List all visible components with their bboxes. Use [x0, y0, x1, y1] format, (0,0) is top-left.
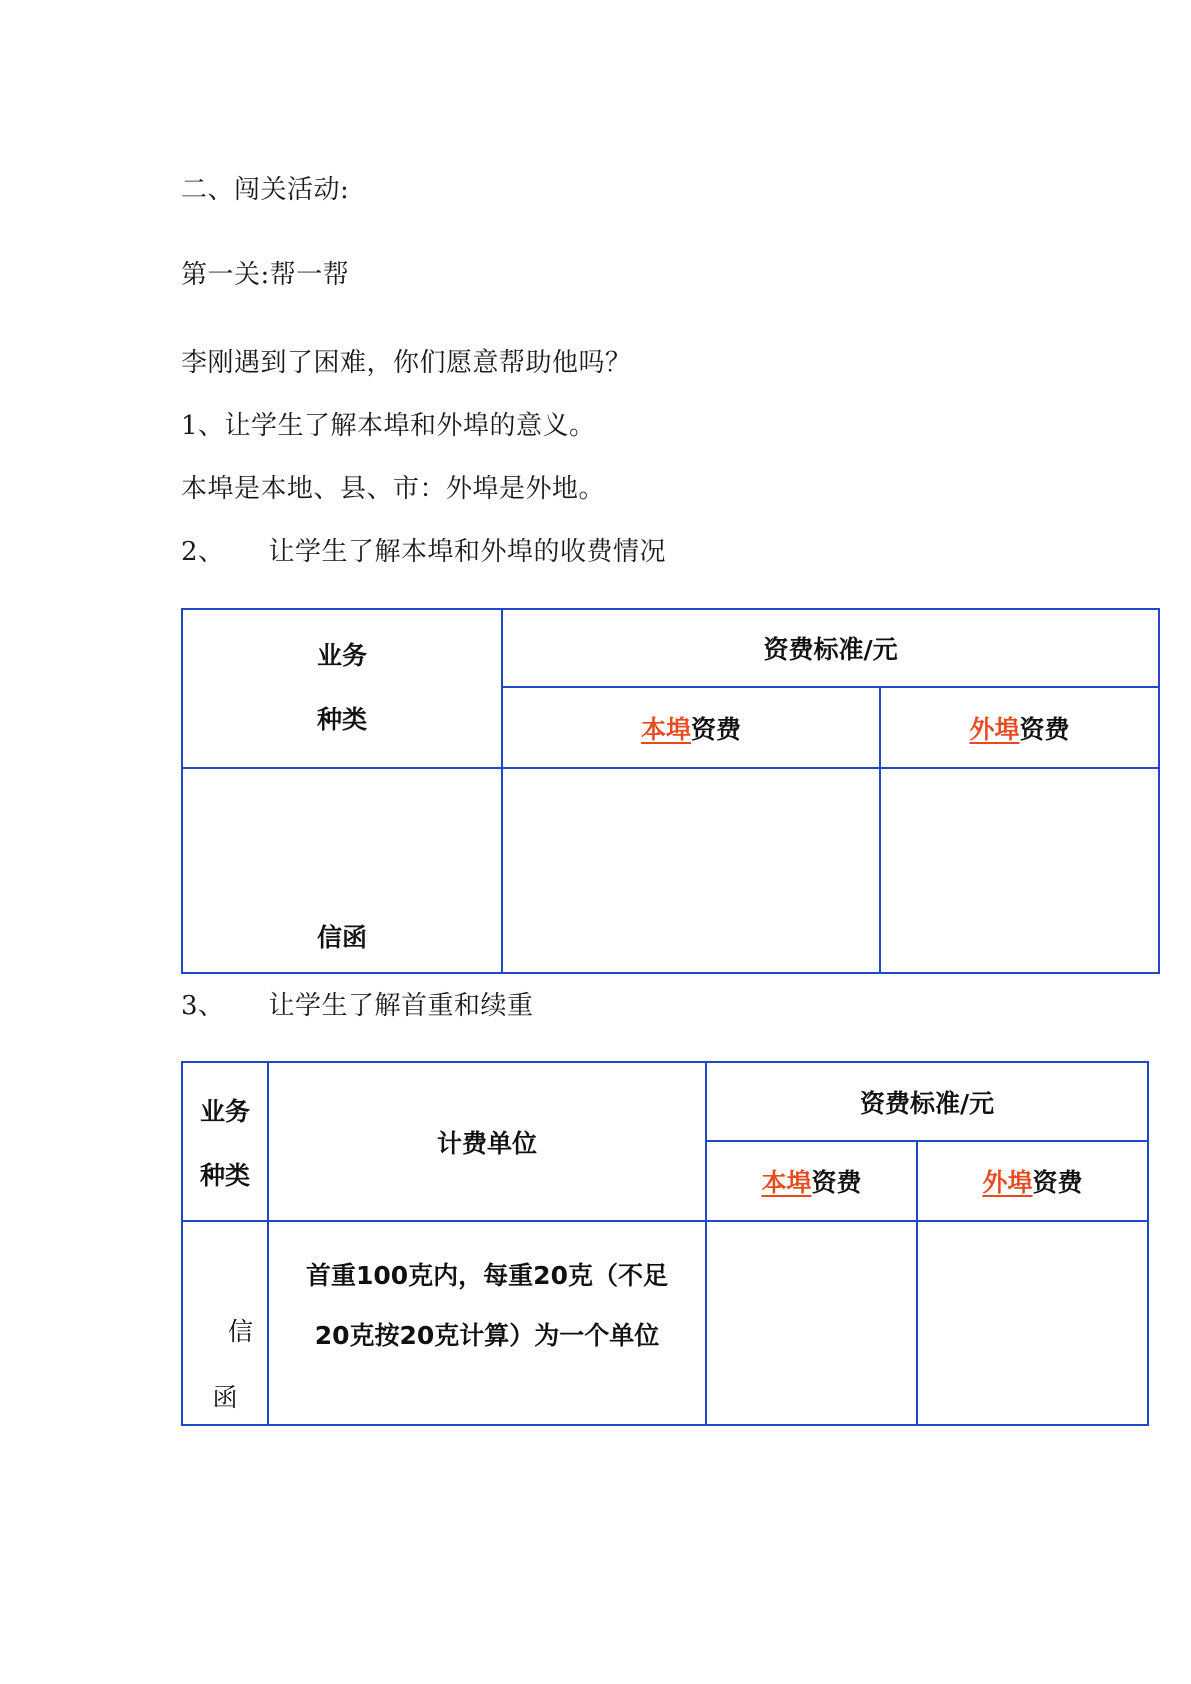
item-1: 1、让学生了解本埠和外埠的意义。	[181, 411, 596, 441]
local-rate-cell	[502, 768, 880, 973]
row-type-letter	[182, 1221, 268, 1425]
business-type-label-1: 业务	[316, 641, 367, 670]
remote-rate-cell	[917, 1221, 1148, 1425]
local-highlight: 本埠	[761, 1168, 812, 1197]
rate-standard-header: 资费标准/元	[502, 609, 1159, 687]
local-suffix: 资费	[811, 1168, 862, 1197]
item-3	[181, 989, 534, 1023]
business-type-label-2: 种类	[199, 1160, 250, 1190]
billing-unit-header: 计费单位	[268, 1062, 706, 1221]
business-type-label-1: 业务	[199, 1096, 250, 1126]
remote-rate-header	[917, 1141, 1148, 1221]
row-type-char-2: 函	[212, 1383, 238, 1412]
remote-suffix: 资费	[1032, 1168, 1083, 1197]
local-rate-header	[502, 687, 880, 768]
fee-table-2	[181, 1061, 1149, 1426]
row-type-char-1: 信	[227, 1317, 253, 1346]
local-suffix: 资费	[691, 714, 742, 744]
business-type-header	[182, 1062, 268, 1221]
billing-unit-line-1: 首重100克内，每重20克（不足	[306, 1261, 668, 1290]
remote-highlight: 外埠	[982, 1168, 1033, 1197]
row-type-letter: 信函	[182, 768, 502, 973]
item-2	[181, 535, 666, 569]
item-3-text: 让学生了解首重和续重	[268, 991, 534, 1021]
section-title: 二、闯关活动:	[181, 175, 350, 205]
local-highlight: 本埠	[640, 714, 691, 744]
business-type-label-2: 种类	[316, 705, 367, 734]
item-1-detail: 本埠是本地、县、市：外埠是外地。	[181, 474, 606, 504]
remote-highlight: 外埠	[969, 714, 1020, 744]
remote-suffix: 资费	[1019, 714, 1070, 744]
fee-table-1	[181, 608, 1160, 974]
rate-standard-header: 资费标准/元	[706, 1062, 1148, 1141]
billing-unit-cell	[268, 1221, 706, 1425]
billing-unit-line-2: 20克按20克计算）为一个单位	[314, 1321, 660, 1350]
item-3-number: 3、	[181, 991, 225, 1021]
remote-rate-header	[880, 687, 1159, 768]
business-type-header	[182, 609, 502, 768]
local-rate-header	[706, 1141, 917, 1221]
local-rate-cell	[706, 1221, 917, 1425]
item-2-text: 让学生了解本埠和外埠的收费情况	[268, 537, 667, 567]
intro-question: 李刚遇到了困难，你们愿意帮助他吗？	[181, 348, 632, 378]
item-2-number: 2、	[181, 537, 225, 567]
remote-rate-cell	[880, 768, 1159, 973]
level-title: 第一关:帮一帮	[181, 260, 350, 290]
